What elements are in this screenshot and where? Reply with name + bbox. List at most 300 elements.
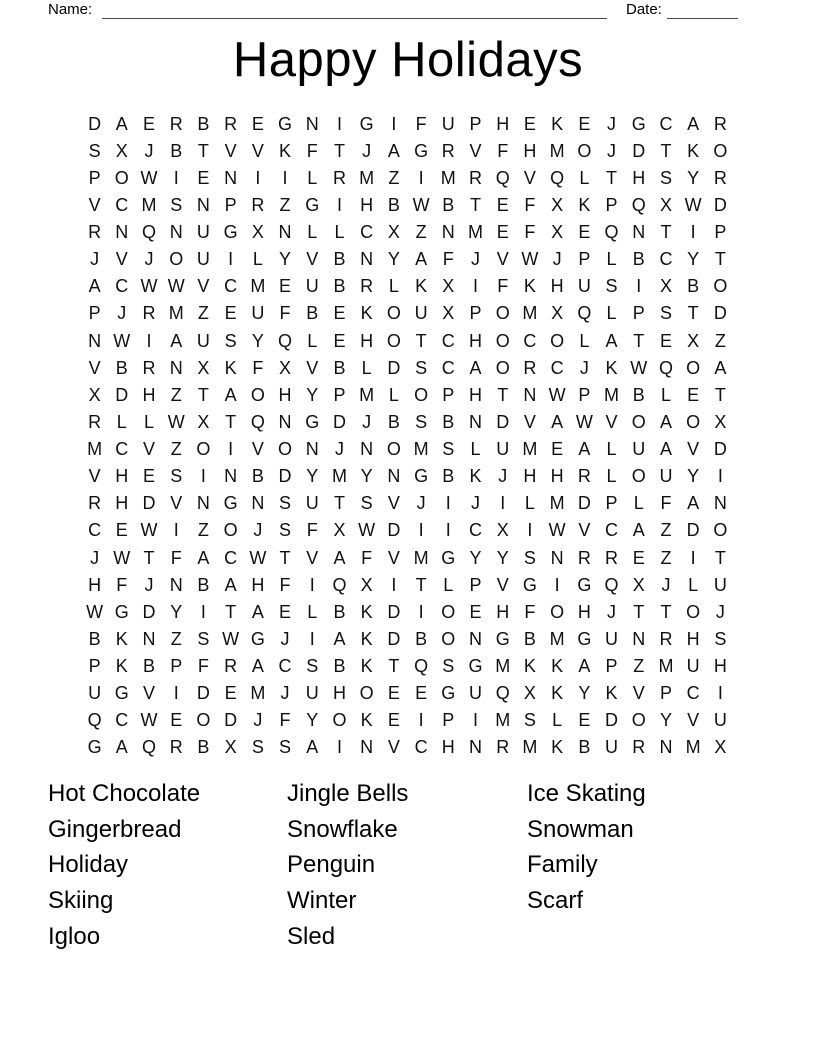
grid-cell: Q	[332, 574, 347, 595]
grid-cell: A	[415, 249, 428, 270]
grid-cell: B	[333, 656, 346, 677]
grid-cell: L	[361, 357, 372, 378]
grid-cell: L	[606, 439, 617, 460]
grid-cell: X	[387, 222, 400, 243]
grid-cell: F	[279, 303, 291, 324]
grid-cell: F	[524, 601, 536, 622]
grid-cell: U	[469, 683, 483, 704]
grid-cell: G	[305, 411, 320, 432]
grid-cell: N	[169, 222, 183, 243]
grid-cell: A	[632, 520, 645, 541]
grid-cell: O	[713, 276, 728, 297]
grid-cell: X	[279, 357, 292, 378]
grid-cell: B	[387, 194, 400, 215]
grid-cell: F	[442, 249, 454, 270]
grid-cell: J	[579, 357, 589, 378]
grid-cell: N	[88, 330, 102, 351]
grid-cell: N	[305, 113, 319, 134]
grid-cell: V	[88, 194, 101, 215]
grid-cell: E	[387, 710, 400, 731]
grid-cell: S	[279, 493, 292, 514]
grid-cell: Y	[496, 547, 509, 568]
grid-cell: W	[521, 249, 539, 270]
grid-cell: O	[713, 520, 728, 541]
grid-cell: M	[440, 167, 456, 188]
grid-cell: I	[228, 439, 234, 460]
grid-cell: P	[442, 384, 455, 405]
grid-cell: C	[115, 194, 129, 215]
grid-cell: E	[523, 113, 536, 134]
grid-cell: A	[115, 113, 128, 134]
grid-cell: Q	[495, 683, 510, 704]
grid-cell: X	[551, 194, 564, 215]
grid-cell: H	[115, 493, 129, 514]
grid-cell: W	[113, 330, 131, 351]
grid-cell: Q	[87, 710, 102, 731]
grid-cell: W	[684, 194, 702, 215]
word-list-item: Penguin	[287, 851, 376, 879]
grid-cell: A	[224, 574, 237, 595]
grid-cell: K	[115, 628, 128, 649]
grid-cell: G	[468, 656, 483, 677]
grid-cell: Z	[197, 303, 209, 324]
grid-cell: B	[197, 737, 210, 758]
grid-cell: R	[251, 194, 265, 215]
grid-cell: L	[606, 249, 617, 270]
grid-cell: A	[333, 628, 346, 649]
grid-cell: K	[115, 656, 128, 677]
grid-cell: P	[469, 303, 482, 324]
grid-cell: T	[606, 167, 618, 188]
grid-cell: L	[606, 303, 617, 324]
grid-cell: I	[418, 601, 424, 622]
grid-cell: N	[142, 628, 156, 649]
grid-cell: I	[690, 547, 696, 568]
grid-cell: X	[714, 737, 727, 758]
grid-cell: P	[659, 683, 672, 704]
grid-cell: K	[523, 656, 536, 677]
grid-cell: N	[713, 493, 727, 514]
grid-cell: N	[278, 222, 292, 243]
grid-cell: C	[469, 520, 483, 541]
grid-cell: H	[550, 466, 564, 487]
grid-cell: G	[441, 547, 456, 568]
grid-cell: Q	[414, 656, 429, 677]
grid-cell: S	[415, 357, 428, 378]
grid-cell: I	[336, 194, 342, 215]
grid-cell: W	[412, 194, 430, 215]
grid-cell: Z	[197, 520, 209, 541]
grid-cell: L	[470, 439, 481, 460]
grid-cell: I	[200, 466, 206, 487]
grid-cell: K	[360, 303, 373, 324]
grid-cell: A	[387, 140, 400, 161]
grid-cell: X	[333, 520, 346, 541]
grid-cell: I	[228, 249, 234, 270]
grid-cell: U	[88, 683, 102, 704]
grid-cell: G	[278, 113, 293, 134]
grid-cell: B	[197, 574, 210, 595]
grid-cell: Y	[659, 710, 672, 731]
grid-cell: X	[224, 737, 237, 758]
grid-cell: Y	[687, 249, 700, 270]
grid-cell: O	[631, 411, 646, 432]
grid-cell: O	[686, 601, 701, 622]
grid-cell: I	[391, 574, 397, 595]
grid-cell: M	[413, 439, 429, 460]
grid-cell: Y	[251, 330, 264, 351]
grid-cell: C	[659, 113, 673, 134]
grid-cell: E	[687, 384, 700, 405]
grid-cell: O	[223, 520, 238, 541]
grid-cell: A	[251, 656, 264, 677]
grid-cell: V	[88, 466, 101, 487]
grid-cell: C	[278, 656, 292, 677]
grid-cell: K	[360, 710, 373, 731]
grid-cell: S	[605, 276, 618, 297]
grid-cell: N	[115, 222, 129, 243]
grid-cell: R	[469, 167, 483, 188]
grid-cell: L	[688, 574, 699, 595]
grid-cell: J	[144, 574, 154, 595]
grid-cell: K	[605, 357, 618, 378]
grid-cell: Y	[170, 601, 183, 622]
grid-cell: C	[115, 439, 129, 460]
grid-cell: O	[441, 601, 456, 622]
grid-cell: B	[251, 466, 264, 487]
grid-cell: F	[252, 357, 264, 378]
grid-cell: G	[631, 113, 646, 134]
grid-cell: S	[170, 194, 183, 215]
grid-cell: K	[360, 601, 373, 622]
grid-cell: D	[387, 628, 401, 649]
grid-cell: H	[360, 330, 374, 351]
grid-cell: B	[442, 411, 455, 432]
grid-cell: M	[250, 276, 266, 297]
grid-cell: B	[415, 628, 428, 649]
grid-cell: U	[659, 466, 673, 487]
grid-cell: T	[660, 140, 672, 161]
grid-cell: W	[222, 628, 240, 649]
grid-cell: C	[441, 330, 455, 351]
grid-cell: T	[714, 547, 726, 568]
grid-cell: G	[522, 574, 537, 595]
grid-cell: O	[386, 330, 401, 351]
grid-cell: N	[224, 466, 238, 487]
grid-cell: G	[577, 628, 592, 649]
grid-cell: I	[717, 683, 723, 704]
grid-cell: Y	[306, 384, 319, 405]
grid-cell: F	[524, 222, 536, 243]
grid-cell: O	[495, 330, 510, 351]
grid-cell: R	[88, 493, 102, 514]
grid-cell: S	[523, 710, 536, 731]
grid-cell: R	[605, 547, 619, 568]
grid-cell: D	[632, 140, 646, 161]
grid-cell: G	[414, 466, 429, 487]
grid-cell: P	[714, 222, 727, 243]
grid-cell: V	[224, 140, 237, 161]
grid-cell: L	[334, 222, 345, 243]
grid-cell: F	[415, 113, 427, 134]
word-list-item: Skiing	[48, 887, 114, 915]
grid-cell: H	[713, 656, 727, 677]
grid-cell: E	[279, 601, 292, 622]
grid-cell: E	[578, 113, 591, 134]
grid-cell: V	[170, 493, 183, 514]
grid-cell: K	[605, 683, 618, 704]
grid-cell: O	[196, 439, 211, 460]
grid-cell: I	[473, 276, 479, 297]
word-list	[48, 776, 768, 976]
grid-cell: I	[391, 113, 397, 134]
grid-cell: N	[659, 737, 673, 758]
grid-cell: U	[305, 493, 319, 514]
grid-cell: U	[577, 276, 591, 297]
grid-cell: T	[470, 194, 482, 215]
grid-cell: M	[141, 194, 157, 215]
grid-cell: A	[306, 737, 319, 758]
grid-cell: O	[713, 140, 728, 161]
grid-cell: C	[224, 547, 238, 568]
grid-cell: V	[523, 167, 536, 188]
grid-cell: U	[196, 249, 210, 270]
grid-cell: V	[496, 574, 509, 595]
grid-cell: N	[387, 466, 401, 487]
word-list-item: Hot Chocolate	[48, 780, 201, 807]
grid-cell: T	[333, 493, 345, 514]
grid-cell: R	[88, 411, 102, 432]
grid-cell: L	[443, 574, 454, 595]
grid-cell: W	[140, 710, 158, 731]
grid-cell: T	[660, 222, 672, 243]
grid-cell: I	[445, 520, 451, 541]
grid-cell: D	[278, 466, 292, 487]
grid-cell: K	[360, 628, 373, 649]
grid-cell: K	[469, 466, 482, 487]
grid-cell: M	[522, 303, 538, 324]
grid-cell: C	[115, 710, 129, 731]
grid-cell: J	[280, 628, 290, 649]
grid-cell: W	[358, 520, 376, 541]
grid-cell: E	[333, 330, 346, 351]
grid-cell: E	[143, 113, 156, 134]
grid-cell: P	[469, 574, 482, 595]
grid-cell: X	[442, 303, 455, 324]
grid-cell: U	[632, 439, 646, 460]
grid-cell: F	[197, 656, 209, 677]
grid-cell: U	[414, 303, 428, 324]
grid-cell: V	[605, 411, 618, 432]
grid-cell: C	[686, 683, 700, 704]
grid-cell: M	[495, 710, 511, 731]
grid-cell: G	[114, 683, 129, 704]
grid-cell: N	[360, 249, 374, 270]
grid-cell: L	[524, 493, 535, 514]
grid-cell: B	[197, 113, 210, 134]
grid-cell: F	[306, 520, 318, 541]
grid-cell: J	[661, 574, 671, 595]
grid-cell: D	[713, 194, 727, 215]
grid-cell: J	[144, 249, 154, 270]
grid-cell: J	[416, 493, 426, 514]
grid-cell: O	[550, 601, 565, 622]
grid-cell: N	[196, 493, 210, 514]
grid-cell: D	[686, 520, 700, 541]
grid-cell: U	[713, 710, 727, 731]
grid-cell: A	[224, 384, 237, 405]
grid-cell: G	[414, 140, 429, 161]
grid-cell: X	[551, 222, 564, 243]
grid-cell: W	[140, 276, 158, 297]
grid-cell: G	[495, 628, 510, 649]
grid-cell: B	[333, 601, 346, 622]
grid-cell: X	[496, 520, 509, 541]
grid-cell: X	[197, 411, 210, 432]
grid-cell: P	[605, 656, 618, 677]
grid-cell: X	[687, 330, 700, 351]
grid-cell: M	[168, 303, 184, 324]
grid-cell: K	[687, 140, 700, 161]
grid-cell: U	[305, 276, 319, 297]
grid-cell: A	[714, 357, 727, 378]
grid-cell: A	[605, 330, 618, 351]
grid-cell: D	[224, 710, 238, 731]
grid-cell: E	[496, 222, 509, 243]
grid-cell: J	[552, 249, 562, 270]
grid-cell: U	[196, 330, 210, 351]
grid-cell: G	[441, 683, 456, 704]
grid-cell: M	[522, 737, 538, 758]
grid-cell: K	[551, 737, 564, 758]
grid-cell: D	[387, 520, 401, 541]
grid-cell: K	[551, 683, 564, 704]
grid-cell: W	[113, 547, 131, 568]
grid-cell: M	[549, 628, 565, 649]
word-list-item: Family	[527, 851, 598, 879]
grid-cell: L	[252, 249, 263, 270]
grid-cell: N	[469, 411, 483, 432]
grid-cell: Q	[278, 330, 293, 351]
grid-cell: A	[115, 737, 128, 758]
grid-cell: T	[633, 330, 645, 351]
grid-cell: W	[140, 520, 158, 541]
grid-cell: P	[442, 710, 455, 731]
grid-cell: E	[415, 683, 428, 704]
grid-cell: I	[690, 222, 696, 243]
grid-cell: Q	[658, 357, 673, 378]
grid-cell: V	[88, 357, 101, 378]
grid-cell: O	[250, 384, 265, 405]
grid-cell: P	[88, 656, 101, 677]
grid-cell: W	[630, 357, 648, 378]
grid-cell: A	[251, 601, 264, 622]
grid-cell: Y	[687, 167, 700, 188]
grid-cell: H	[577, 601, 591, 622]
grid-cell: X	[115, 140, 128, 161]
grid-cell: O	[414, 384, 429, 405]
grid-cell: D	[605, 710, 619, 731]
grid-cell: T	[687, 303, 699, 324]
grid-cell: O	[196, 710, 211, 731]
grid-cell: W	[575, 411, 593, 432]
grid-cell: J	[253, 710, 263, 731]
grid-cell: U	[441, 113, 455, 134]
grid-cell: V	[306, 357, 319, 378]
grid-cell: C	[605, 520, 619, 541]
grid-cell: F	[497, 140, 509, 161]
grid-cell: V	[197, 276, 210, 297]
grid-cell: J	[607, 140, 617, 161]
grid-cell: U	[686, 656, 700, 677]
grid-cell: S	[442, 439, 455, 460]
grid-cell: C	[224, 276, 238, 297]
grid-cell: I	[473, 710, 479, 731]
grid-cell: T	[714, 249, 726, 270]
grid-cell: O	[386, 303, 401, 324]
grid-cell: R	[88, 222, 102, 243]
grid-cell: W	[548, 520, 566, 541]
grid-cell: T	[279, 547, 291, 568]
grid-cell: I	[418, 710, 424, 731]
grid-cell: T	[197, 384, 209, 405]
grid-cell: O	[332, 710, 347, 731]
grid-cell: O	[550, 330, 565, 351]
grid-cell: W	[167, 276, 185, 297]
grid-cell: A	[197, 547, 210, 568]
grid-cell: Z	[660, 520, 672, 541]
grid-cell: B	[687, 276, 700, 297]
grid-cell: V	[687, 710, 700, 731]
grid-cell: R	[523, 357, 537, 378]
grid-cell: W	[548, 384, 566, 405]
grid-cell: H	[115, 466, 129, 487]
grid-cell: R	[577, 547, 591, 568]
grid-cell: P	[605, 194, 618, 215]
grid-cell: C	[360, 222, 374, 243]
grid-cell: A	[88, 276, 101, 297]
grid-cell: N	[169, 357, 183, 378]
grid-cell: V	[143, 683, 156, 704]
grid-cell: B	[306, 303, 319, 324]
grid-cell: E	[115, 520, 128, 541]
grid-cell: H	[332, 683, 346, 704]
grid-cell: D	[713, 439, 727, 460]
grid-cell: S	[279, 737, 292, 758]
grid-cell: R	[332, 167, 346, 188]
grid-cell: T	[660, 601, 672, 622]
grid-cell: E	[659, 330, 672, 351]
grid-cell: Y	[279, 249, 292, 270]
grid-cell: M	[331, 466, 347, 487]
grid-cell: Y	[578, 683, 591, 704]
grid-cell: G	[359, 113, 374, 134]
grid-cell: W	[167, 411, 185, 432]
grid-cell: J	[334, 439, 344, 460]
grid-cell: A	[687, 493, 700, 514]
grid-cell: X	[442, 276, 455, 297]
grid-cell: L	[388, 276, 399, 297]
grid-cell: I	[418, 520, 424, 541]
grid-cell: I	[418, 167, 424, 188]
grid-cell: F	[306, 140, 318, 161]
grid-cell: X	[551, 303, 564, 324]
grid-cell: Z	[170, 384, 182, 405]
grid-cell: G	[577, 574, 592, 595]
grid-cell: H	[469, 330, 483, 351]
name-fill-in-line	[102, 0, 607, 19]
grid-cell: Z	[388, 167, 400, 188]
